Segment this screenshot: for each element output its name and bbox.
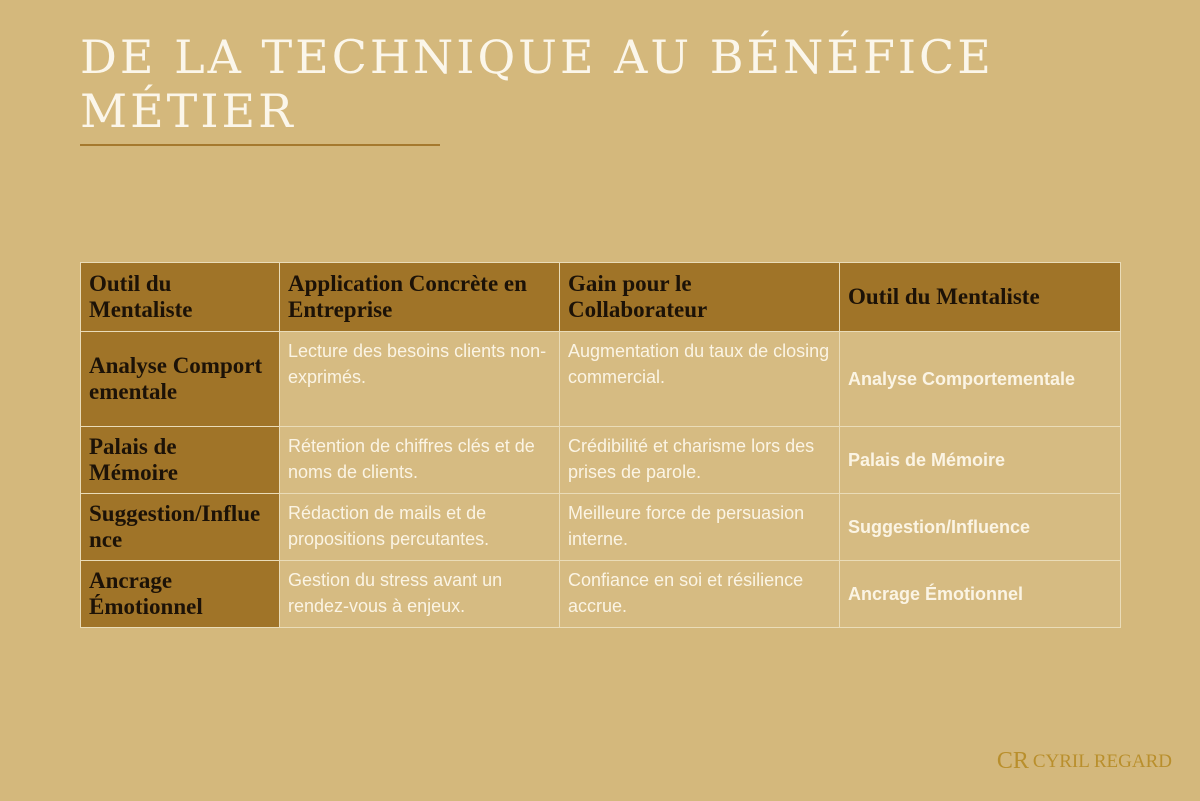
application-cell: Rédaction de mails et de propositions percutantes.: [280, 494, 560, 561]
tool-cell: Suggestion/Influence: [81, 494, 280, 561]
logo-text: CYRIL REGARD: [1032, 750, 1172, 772]
table-row: [81, 332, 1121, 427]
header-cell: Outil du Mentaliste: [81, 263, 280, 332]
table-header-row: [81, 263, 1121, 332]
title-underline: [80, 144, 440, 146]
header-cell: Gain pour le Collaborateur: [560, 263, 840, 332]
tool-cell: Ancrage Émotionnel: [81, 561, 280, 628]
gain-cell: Meilleure force de persuasion interne.: [560, 494, 840, 561]
benefits-table: [80, 262, 1121, 628]
gain-cell: Crédibilité et charisme lors des prises de parole.: [560, 427, 840, 494]
header-cell: Outil du Mentaliste: [840, 263, 1121, 332]
tool-repeat-cell: Palais de Mémoire: [840, 427, 1121, 494]
tool-cell: Palais de Mémoire: [81, 427, 280, 494]
application-cell: Gestion du stress avant un rendez-vous à enjeux.: [280, 561, 560, 628]
tool-cell: Analyse Comportementale: [81, 332, 280, 427]
tool-repeat-cell: Analyse Comportementale: [840, 332, 1121, 427]
gain-cell: Augmentation du taux de closing commercial.: [560, 332, 840, 427]
gain-cell: Confiance en soi et résilience accrue.: [560, 561, 840, 628]
page-title: DE LA TECHNIQUE AU BÉNÉFICE MÉTIER: [80, 30, 994, 138]
tool-repeat-cell: Ancrage Émotionnel: [840, 561, 1121, 628]
brand-logo: [997, 748, 1172, 775]
header-cell: Application Concrète en Entreprise: [280, 263, 560, 332]
tool-repeat-cell: Suggestion/Influence: [840, 494, 1121, 561]
table-row: [81, 427, 1121, 494]
table-row: [81, 494, 1121, 561]
logo-monogram-icon: CR: [996, 748, 1029, 774]
application-cell: Rétention de chiffres clés et de noms de clients.: [280, 427, 560, 494]
application-cell: Lecture des besoins clients non-exprimés.: [280, 332, 560, 427]
table-row: [81, 561, 1121, 628]
